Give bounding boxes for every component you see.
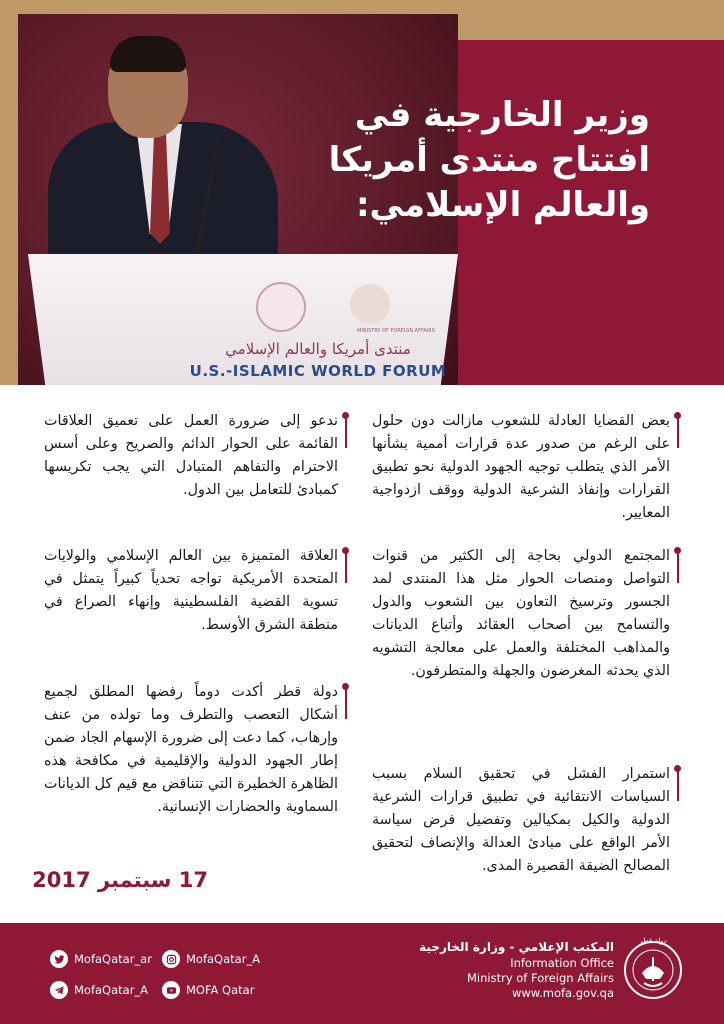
headline	[330, 93, 650, 228]
social-label: MofaQatar_A	[186, 952, 261, 966]
footer	[0, 923, 724, 1024]
ministry-logo	[350, 284, 390, 324]
social-label: MofaQatar_A	[74, 983, 149, 997]
date-label: 17 سبتمبر 2017	[32, 868, 208, 892]
social-label: MofaQatar_ar	[74, 952, 152, 966]
social-telegram[interactable]	[50, 981, 148, 999]
social-instagram[interactable]	[162, 950, 260, 968]
social-label: MOFA Qatar	[186, 983, 255, 997]
point-text: استمرار الفشل في تحقيق السلام بسبب السياسات الانتقائية في تطبيق قرارات الشرعية الدولية والكيل بمكيالين وتفضيل فرض سياسة الأمر الواقع على مبادئ العدالة والإنصاف لتحقيق المصالح الضيقة القصيرة المدى.	[372, 766, 670, 874]
headline-line-2: افتتاح منتدى أمريكا	[328, 140, 650, 180]
point-right-3	[372, 763, 670, 878]
telegram-icon	[50, 981, 68, 999]
point-right-1	[372, 410, 670, 525]
bullet-line	[677, 771, 679, 801]
headline-line-1: وزير الخارجية في	[354, 95, 650, 135]
point-text: العلاقة المتميزة بين العالم الإسلامي والولايات المتحدة الأمريكية تواجه تحدياً كبيراً يتمثل في تسوية القضية الفلسطينية وإنهاء الصراع في منطقة الشرق الأوسط.	[44, 548, 338, 633]
office-english-1: Information Office	[510, 956, 614, 970]
bullet-line	[677, 418, 679, 448]
emblem-text: دولة قطر	[639, 937, 667, 945]
point-left-2	[44, 545, 338, 637]
podium-small-text: MINISTRY OF FOREIGN AFFAIRS	[357, 328, 435, 334]
point-text: دولة قطر أكدت دوماً رفضها المطلق لجميع أشكال التعصب والتطرف وما تولده من عنف وإرهاب، كما دعت إلى ضرورة الإسهام الجاد ضمن إطار الجهود الدولية والإقليمية في مكافحة هذه الظاهرة الخطيرة التي تتناقض مع قيم كل الديانات السماوية والحضارات الإنسانية.	[44, 684, 338, 815]
headline-line-3: والعالم الإسلامي:	[355, 185, 650, 225]
office-info	[419, 939, 614, 1001]
office-arabic: المكتب الإعلامي - وزارة الخارجية	[419, 940, 614, 954]
bullet-line	[345, 553, 347, 583]
point-left-3	[44, 681, 338, 819]
instagram-icon	[162, 950, 180, 968]
qatar-emblem-icon	[622, 935, 684, 1005]
podium-arabic-text: منتدى أمريكا والعالم الإسلامي	[225, 340, 411, 358]
podium-english-text: U.S.-ISLAMIC WORLD FORUM	[189, 362, 447, 380]
point-right-2	[372, 545, 670, 683]
point-text: ندعو إلى ضرورة العمل على تعميق العلاقات القائمة على الحوار الدائم والصريح وعلى أسس الاحترام والتفاهم المتبادل التي يجب تكريسها كمبادئ للتعامل بين الدول.	[44, 413, 338, 498]
forum-logo	[256, 282, 306, 332]
point-text: بعض القضايا العادلة للشعوب مازالت دون حلول على الرغم من صدور عدة قرارات أممية بشأنها الأمر الذي يتطلب توجيه الجهود الدولية نحو تطبيق القرارات وإنفاذ الشرعية الدولية ووقف ازدواجية المعايير.	[372, 413, 670, 521]
website-link[interactable]: www.mofa.gov.qa	[511, 986, 614, 1000]
youtube-icon	[162, 981, 180, 999]
point-left-1	[44, 410, 338, 502]
office-english-2: Ministry of Foreign Affairs	[466, 971, 614, 985]
bullet-line	[345, 689, 347, 719]
bullet-line	[345, 418, 347, 448]
point-text: المجتمع الدولي بحاجة إلى الكثير من قنوات التواصل ومنصات الحوار مثل هذا المنتدى لمد الجسور وترسيخ التعاون بين الشعوب والدول والتسامح بين أصحاب العقائد وأتباع الديانات والمذاهب المختلفة والعمل على معالجة التشويه الذي يحدثه المغرضون والجهلة والمتطرفون.	[372, 548, 670, 679]
social-youtube[interactable]	[162, 981, 254, 999]
bullet-line	[677, 553, 679, 583]
twitter-icon	[50, 950, 68, 968]
speaker-hair	[110, 36, 186, 72]
social-twitter[interactable]	[50, 950, 152, 968]
